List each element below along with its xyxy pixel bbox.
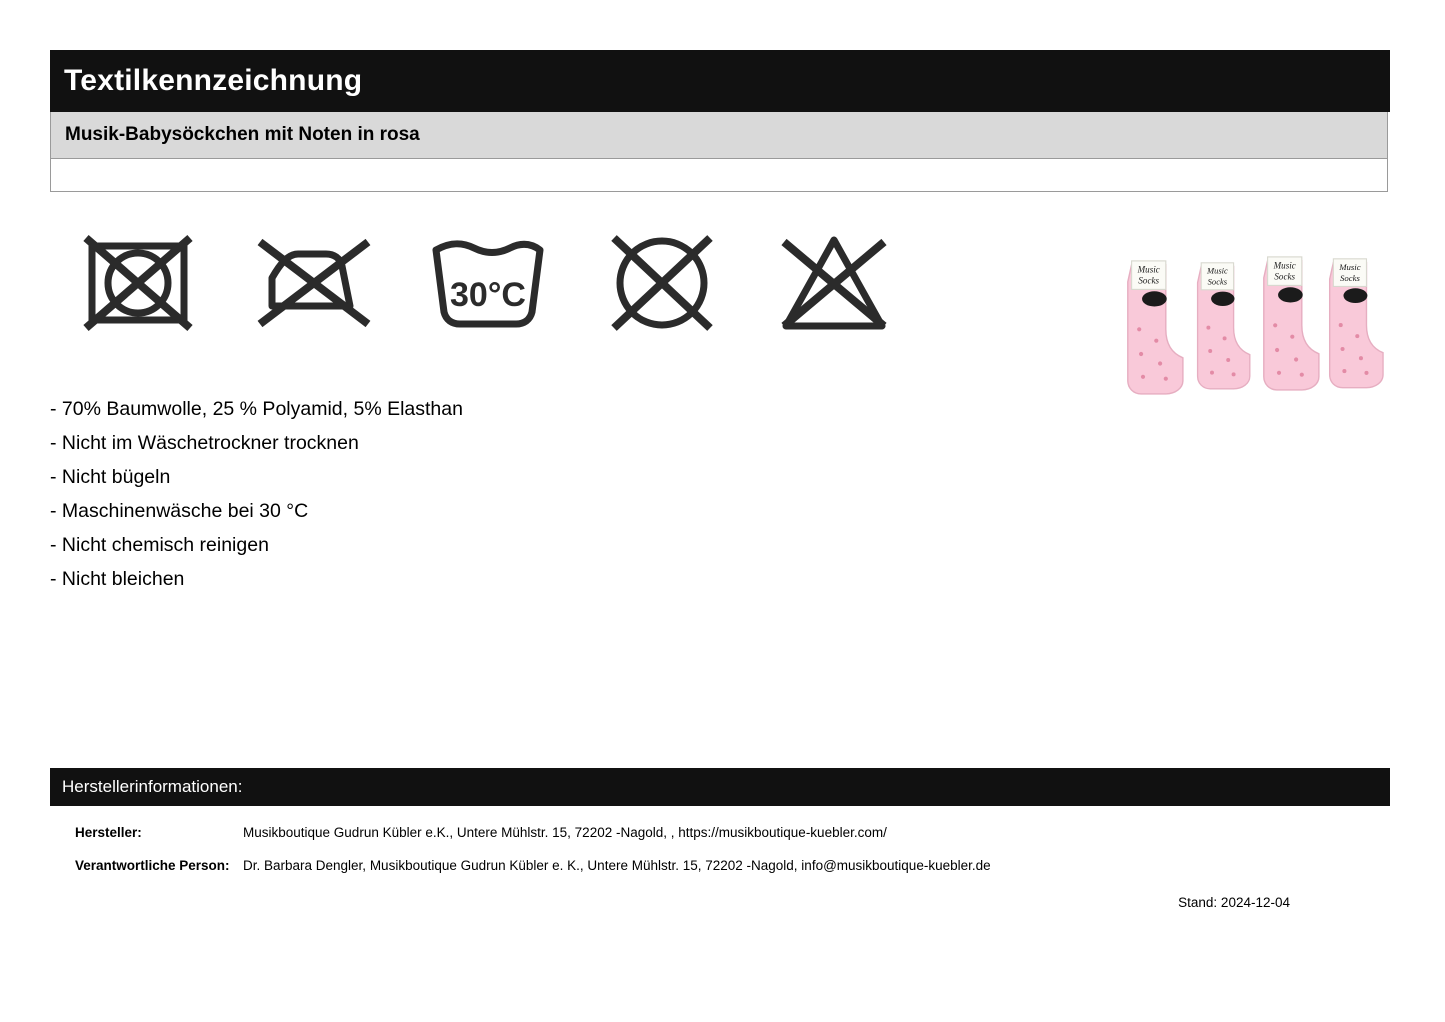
- manufacturer-value: Musikboutique Gudrun Kübler e.K., Untere Mühlstr. 15, 72202 -Nagold, , https://musikboutique-kuebler.com/: [243, 825, 887, 840]
- document-date: Stand: 2024-12-04: [1178, 895, 1290, 910]
- list-item: - Nicht bügeln: [50, 466, 171, 488]
- list-item: - Nicht bleichen: [50, 568, 185, 590]
- care-symbol-row: [78, 228, 908, 348]
- manufacturer-section-title: Herstellerinformationen:: [62, 777, 243, 796]
- care-info-list: [50, 392, 950, 596]
- sock-label-line1: Music: [1206, 265, 1228, 276]
- table-row: [75, 820, 1375, 845]
- sock-label-line1: Music: [1273, 260, 1296, 271]
- do-not-dry-clean-symbol: [602, 228, 722, 343]
- list-item: - Nicht im Wäschetrockner trocknen: [50, 432, 359, 454]
- sock-label-line1: Music: [1137, 264, 1160, 275]
- page-title-bar: [50, 50, 1390, 112]
- do-not-tumble-dry-symbol: [78, 228, 198, 343]
- machine-wash-30-symbol: [426, 228, 551, 343]
- baby-socks-photo: [1118, 255, 1398, 405]
- do-not-bleach-symbol: [774, 228, 894, 343]
- list-item: - 70% Baumwolle, 25 % Polyamid, 5% Elasthan: [50, 398, 463, 420]
- sock-label-line2: Socks: [1274, 271, 1295, 282]
- table-row: [75, 853, 1375, 878]
- do-not-iron-symbol: [254, 228, 374, 343]
- sock-label-line2: Socks: [1138, 275, 1159, 286]
- list-item: - Maschinenwäsche bei 30 °C: [50, 500, 309, 522]
- manufacturer-label: Hersteller:: [75, 825, 142, 840]
- page-title: Textilkennzeichnung: [64, 64, 363, 97]
- sock-label-line2: Socks: [1339, 272, 1360, 283]
- responsible-person-label: Verantwortliche Person:: [75, 858, 230, 873]
- sock-label-line2: Socks: [1207, 276, 1228, 287]
- sock-label-line1: Music: [1339, 261, 1361, 272]
- product-title-spacer: [50, 159, 1388, 192]
- product-title: Musik-Babysöckchen mit Noten in rosa: [65, 124, 420, 145]
- manufacturer-section-bar: [50, 768, 1390, 806]
- wash-temperature-text: 30°C: [450, 276, 526, 314]
- list-item: - Nicht chemisch reinigen: [50, 534, 269, 556]
- product-title-bar: [50, 112, 1388, 159]
- manufacturer-details: [75, 820, 1375, 886]
- responsible-person-value: Dr. Barbara Dengler, Musikboutique Gudrun Kübler e. K., Untere Mühlstr. 15, 72202 -Nagold, info@musikboutique-kuebler.de: [243, 858, 991, 873]
